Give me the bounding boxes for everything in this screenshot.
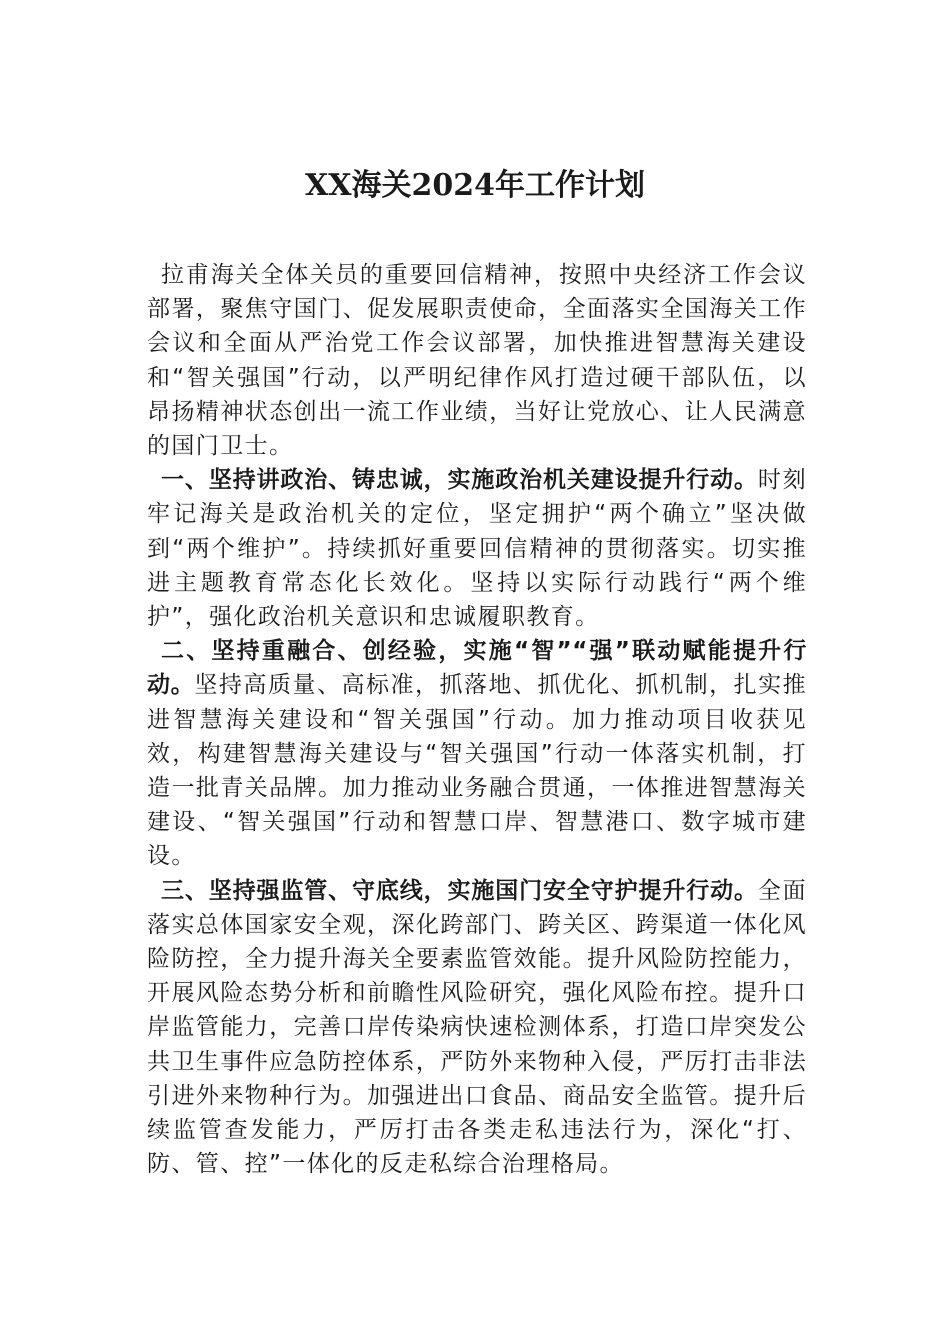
intro-paragraph: 拉甫海关全体关员的重要回信精神，按照中央经济工作会议部署，聚焦守国门、促发展职责使命，全面落实全国海关工作会议和全面从严治党工作会议部署，加快推进智慧海关建设和“智关强国”行动，以严明纪律作风打造过硬干部队伍，以昂扬精神状态创出一流工作业绩，当好让党放心、让人民满意的国门卫士。: [147, 262, 807, 460]
section-paragraph-1: [147, 463, 807, 634]
document-title: XX海关2024年工作计划: [304, 168, 646, 203]
section-text-2: 坚持高质量、高标准，抓落地、抓优化、抓机制，扎实推进智慧海关建设和“智关强国”行动。加力推动项目收获见效，构建智慧海关建设与“智关强国”行动一体落实机制，打造一批青关品牌。加力推动业务融合贯通，一体推进智慧海关建设、“智关强国”行动和智慧口岸、智慧港口、数字城市建设。: [147, 672, 808, 870]
section-heading-2: 二、坚持重融合、创经验，实施“智”“强”联动赋能提升行动。: [147, 638, 807, 699]
section-text-3: 全面落实总体国家安全观，深化跨部门、跨关区、跨渠道一体化风险防控，全力提升海关全要素监管效能。提升风险防控能力，开展风险态势分析和前瞻性风险研究，强化风险布控。提升口岸监管能力，完善口岸传染病快速检测体系，打造口岸突发公共卫生事件应急防控体系，严防外来物种入侵，严厉打击非法引进外来物种行为。加强进出口食品、商品安全监管。提升后续监管查发能力，严厉打击各类走私违法行为，深化“打、防、管、控”一体化的反走私综合治理格局。: [147, 877, 807, 1178]
section-text-1: 时刻牢记海关是政治机关的定位，坚定拥护“两个确立”坚决做到“两个维护”。持续抓好重要回信精神的贯彻落实。切实推进主题教育常态化长效化。坚持以实际行动践行“两个维护”，强化政治机关意识和忠诚履职教育。: [147, 467, 807, 631]
section-paragraph-2: [147, 634, 807, 873]
document-body: [147, 258, 807, 1181]
section-paragraph-3: [147, 874, 807, 1182]
section-heading-3: 三、坚持强监管、守底线，实施国门安全守护提升行动。: [161, 877, 758, 904]
section-heading-1: 一、坚持讲政治、铸忠诚，实施政治机关建设提升行动。: [161, 467, 758, 494]
